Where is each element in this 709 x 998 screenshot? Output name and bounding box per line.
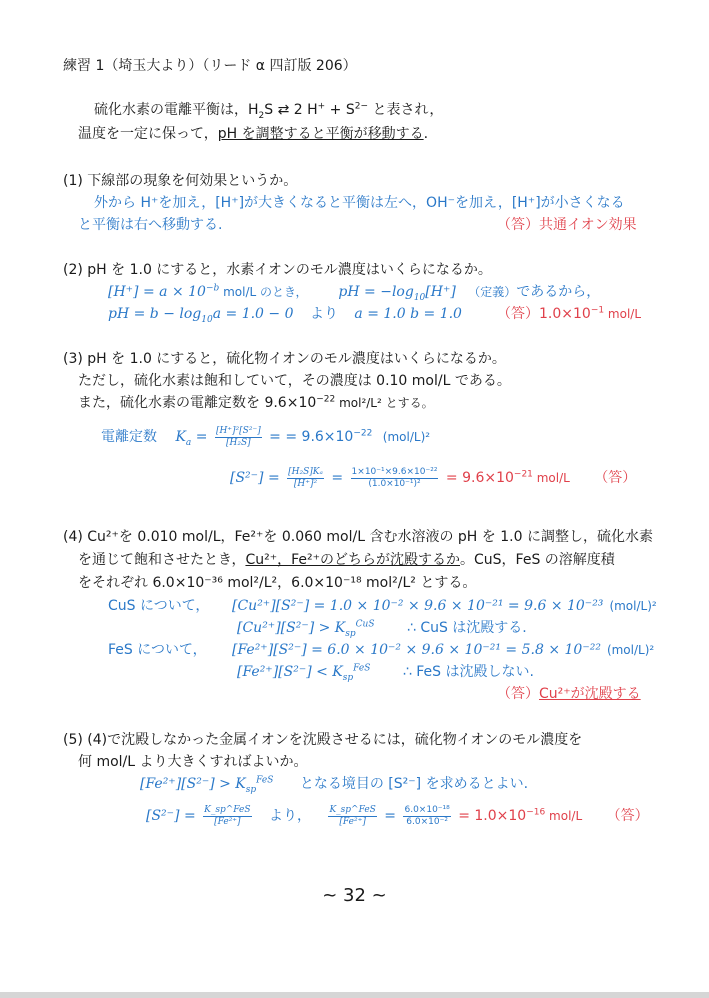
q3-s-equation: [S²⁻] = $\frac{\text{[H₂S]Kₐ}}{\text{[H⁺]²}}$ = $\frac{\text{1×10⁻¹×9.6×10⁻²²}}{\text{(1.0×10⁻¹)²}}$ = $9.6\times 10^{-21}$ mol/L （答） <box>230 466 637 489</box>
q4-fes-label: FeS について， <box>108 642 207 658</box>
ka-fraction: $\frac{\text{[H⁺]²[S²⁻]}}{\text{[H₂S]}}$ <box>215 425 261 448</box>
q5-condition: $[Fe^{2+}][S^{2-}] > K_{sp}^{FeS}$ となる境目の [S²⁻] を求めるとよい. <box>140 775 529 795</box>
q2-final-answer: （答）$1.0\times 10^{-1}$ mol/L <box>497 305 642 322</box>
q3-question-line-3: また，硫化水素の電離定数を $9.6\times 10^{-22}$ mol²/L² とする。 <box>78 394 434 411</box>
q5-fraction-3: $\frac{\text{6.0×10⁻¹⁸}}{\text{6.0×10⁻²}}$ <box>404 804 450 827</box>
q5-s-equation: [S²⁻] = $\frac{\text{K\_sp\textasciicircum{}FeS}}{\text{[Fe²⁺]}}$ より， $\frac{\text{K\_sp\textasciicircum{}FeS}}{\text{[Fe²⁺]}}$ = $\frac{\text{6.0×10⁻¹⁸}}{\text{6.0×10⁻²}}$ = $1.0\times 10^{-16}$ mol/L （答） <box>146 804 649 827</box>
q3-question-line-2: ただし，硫化水素は飽和していて，その濃度は 0.10 mol/L である。 <box>78 373 511 389</box>
s-fraction-2: $\frac{\text{1×10⁻¹×9.6×10⁻²²}}{\text{(1.0×10⁻¹)²}}$ <box>351 466 438 489</box>
q4-question-line-3: をそれぞれ 6.0×10⁻³⁶ mol²/L²，6.0×10⁻¹⁸ mol²/L² とする。 <box>78 575 477 591</box>
q5-fraction-1: $\frac{\text{K\_sp\textasciicircum{}FeS}}{\text{[Fe²⁺]}}$ <box>204 804 251 827</box>
q4-fes-equation: [Fe²⁺][S²⁻] = 6.0 × 10⁻² × 9.6 × 10⁻²¹ = 5.8 × 10⁻²² (mol/L)² <box>232 642 655 658</box>
q5-fraction-2: $\frac{\text{K\_sp\textasciicircum{}FeS}}{\text{[Fe²⁺]}}$ <box>329 804 376 827</box>
q1-answer-line-1: 外から H⁺を加え，[H⁺]が大きくなると平衡は左へ，OH⁻を加え，[H⁺]が小さくなる <box>94 195 625 211</box>
q3-ka-equation: 電離定数 $K_a$ = $\frac{\text{[H⁺]²[S²⁻]}}{\text{[H₂S]}}$ = = $9.6\times 10^{-22}$ (mol/L)² <box>101 425 431 448</box>
q4-question-line-1: (4) Cu²⁺を 0.010 mol/L，Fe²⁺を 0.060 mol/L 含む水溶液の pH を 1.0 に調整し，硫化水素 <box>63 529 653 545</box>
q4-cus-label: CuS について， <box>108 598 210 614</box>
q2-answer-line-2: pH = $b - \log_{10}a = 1.0 - 0$ より a = 1.0 b = 1.0 <box>108 306 462 325</box>
q4-question-line-2: を通じて飽和させたとき，Cu²⁺，Fe²⁺のどちらが沈殿するか。CuS，FeS の溶解度積 <box>78 552 615 568</box>
q4-cus-equation: [Cu²⁺][S²⁻] = 1.0 × 10⁻² × 9.6 × 10⁻²¹ = 9.6 × 10⁻²³ (mol/L)² <box>232 598 657 614</box>
q3-question-line-1: (3) pH を 1.0 にすると，硫化物イオンのモル濃度はいくらになるか。 <box>63 351 506 367</box>
q2-question: (2) pH を 1.0 にすると，水素イオンのモル濃度はいくらになるか。 <box>63 262 492 278</box>
q1-answer-line-2: と平衡は右へ移動する. <box>78 217 223 233</box>
underlined-phrase: pH を調整すると平衡が移動する <box>217 126 424 142</box>
q1-final-answer: （答）共通イオン効果 <box>497 217 637 233</box>
q5-question-line-2: 何 mol/L より大きくすればよいか。 <box>78 754 308 770</box>
intro-line-1: 硫化水素の電離平衡は，$H_2S$ ⇄ 2 $H^+ + S^{2-}$ と表され， <box>94 101 444 121</box>
page-number: ~ 32 ~ <box>322 885 387 906</box>
intro-line-2: 温度を一定に保って，pH を調整すると平衡が移動する. <box>78 126 429 142</box>
q4-fes-comparison: $[Fe^{2+}][S^{2-}] < K_{sp}^{FeS}$ ∴ FeS は沈殿しない. <box>237 663 534 683</box>
q5-question-line-1: (5) (4)で沈殿しなかった金属イオンを沈殿させるには，硫化物イオンのモル濃度を <box>63 732 583 748</box>
scan-edge <box>0 992 709 998</box>
s-fraction-1: $\frac{\text{[H₂S]Kₐ}}{\text{[H⁺]²}}$ <box>288 466 323 489</box>
q2-answer-line-1: $[H^+] = a \times 10^{-b}$ mol/L のとき， pH = $-\log_{10}[H^+]$ （定義）であるから， <box>108 283 601 303</box>
header-title: 練習 1（埼玉大より）（リード α 四訂版 206） <box>63 58 357 74</box>
q1-question: (1) 下線部の現象を何効果というか。 <box>63 173 298 189</box>
q4-final-answer: （答）Cu²⁺が沈殿する <box>497 686 641 702</box>
q4-underlined-phrase: Cu²⁺，Fe²⁺のどちらが沈殿するか <box>245 552 461 568</box>
q4-cus-comparison: $[Cu^{2+}][S^{2-}] > K_{sp}^{CuS}$ ∴ CuS は沈殿する. <box>237 619 527 639</box>
